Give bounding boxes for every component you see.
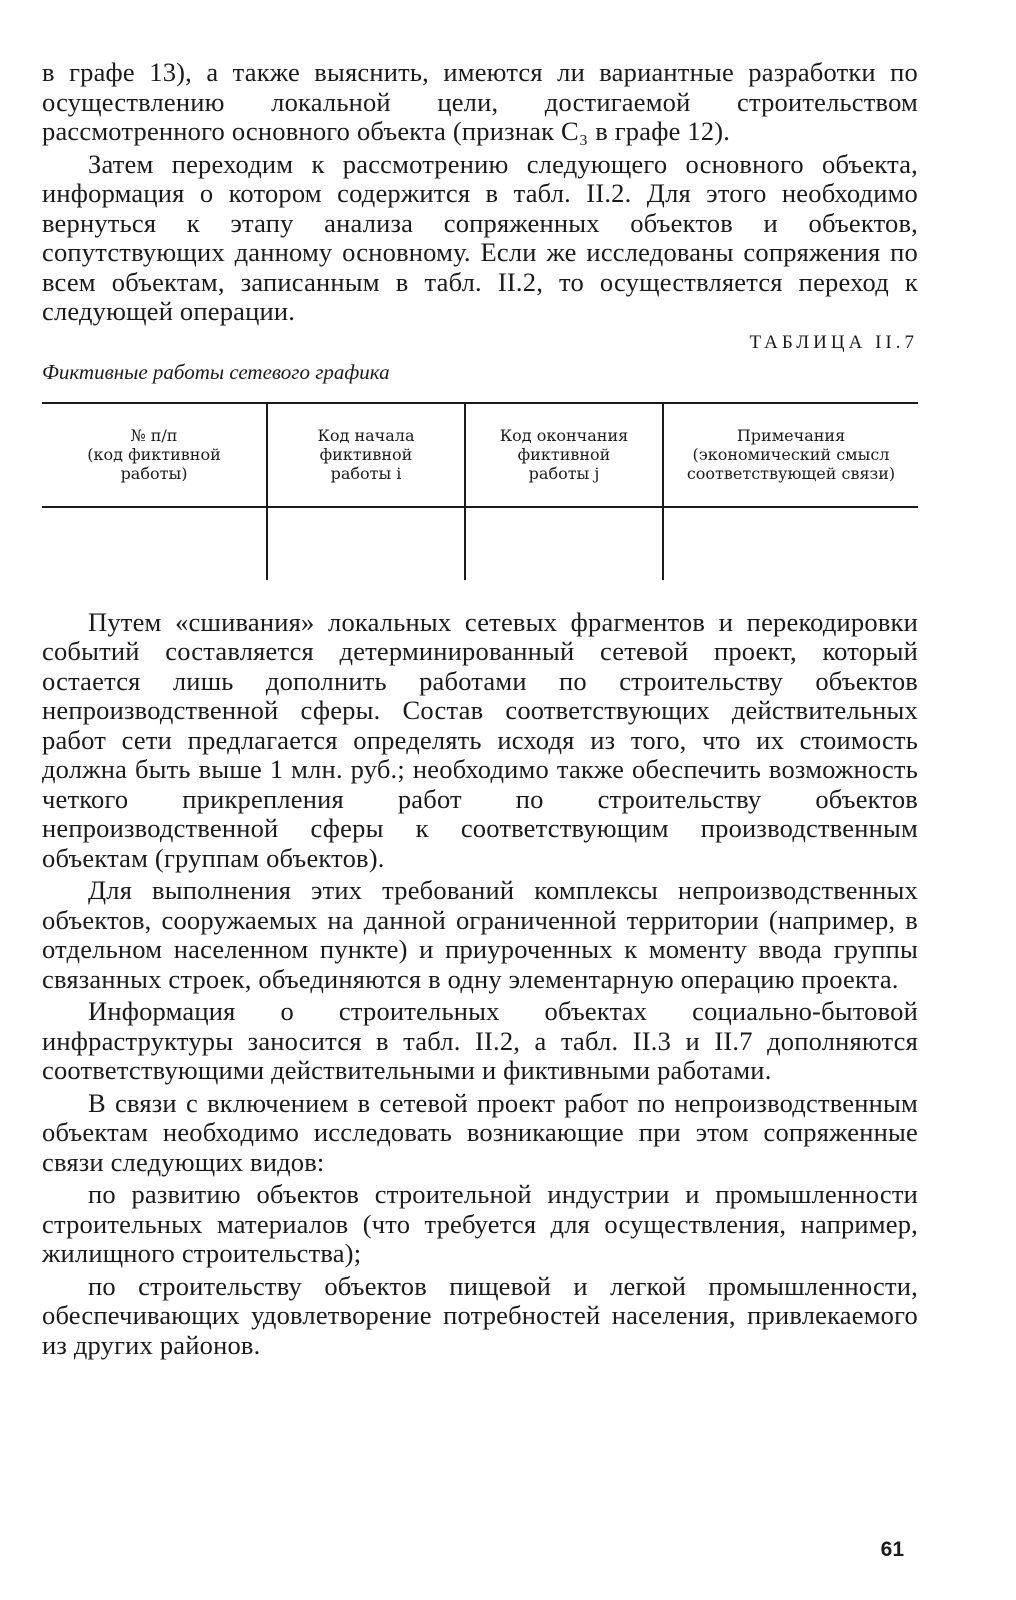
header-start-line-1: Код начала [317,426,415,445]
paragraph-4: Для выполнения этих требований комплексы непроизводственных объектов, сооружаемых на данной ограниченной территории (например, в отдельном населенном пункте) и приуроченных к моменту ввода группы связанных строек, объединяются в одну элементарную операцию проекта. [42,875,918,994]
header-number [42,403,267,507]
header-end-line-1: Код окончания [499,426,629,445]
paragraph-6: В связи с включением в сетевой проект работ по непроизводственным объектам необходимо исследовать возникающие при этом сопряженные связи следующих видов: [42,1087,918,1177]
header-start-line-3: работы i [330,464,402,483]
header-end-line-2: фиктивной [517,445,611,464]
header-number-line-1: № п/п [130,426,178,445]
paragraph-5: Информация о строительных объектах социально-бытовой инфраструктуры заносится в табл. II.2, а табл. II.3 и II.7 дополняются соответствующими действительными и фиктивными работами. [42,996,918,1085]
table-header-row [42,403,918,507]
paragraph-8: по строительству объектов пищевой и легкой промышленности, обеспечивающих удовлетворение потребностей населения, привлекаемого из других районов. [42,1270,918,1360]
header-start-line-2: фиктивной [319,445,413,464]
paragraph-2: Затем переходим к рассмотрению следующего основного объекта, информация о котором содержится в табл. II.2. Для этого необходимо вернуться к этапу анализа сопряженных объектов и объектов, сопутствующих данному основному. Если же исследованы сопряжения по всем объектам, записанным в табл. II.2, то осуществляется переход к следующей операции. [42,148,918,326]
header-end-code [465,403,663,507]
header-notes-line-3: соответствующей связи) [686,464,896,483]
table-cell-start [267,507,465,580]
page-number: 61 [880,1538,904,1561]
table-cell-notes [663,507,918,580]
table-empty-row [42,507,918,580]
paragraph-1: в графе 13), а также выяснить, имеются ли вариантные разработки по осуществлению локальной цели, достигаемой строительством рассмотренного основного объекта (признак C₃ в графе 12). [42,57,918,146]
table-label: ТАБЛИЦА II.7 [749,331,918,353]
header-number-line-2: (код фиктивной [87,445,221,464]
header-start-code [267,403,465,507]
page-body [42,58,918,1363]
paragraph-7: по развитию объектов строительной индустрии и промышленности строительных материалов (что требуется для осуществления, например, жилищного строительства); [42,1179,918,1268]
paragraph-3: Путем «сшивания» локальных сетевых фрагментов и перекодировки событий составляется детерминированный сетевой проект, который остается лишь дополнить работами по строительству объектов непроизводственной сферы. Состав соответствующих действительных работ сети предлагается определять исходя из того, что их стоимость должна быть выше 1 млн. руб.; необходимо также обеспечить возможность четкого прикрепления работ по строительству объектов непроизводственной сферы к соответствующим производственным объектам (группам объектов). [42,606,918,873]
header-notes [663,403,918,507]
header-end-line-3: работы j [528,464,600,483]
table-cell-number [42,507,267,580]
table-title: Фиктивные работы сетевого графика [42,359,390,384]
table-cell-end [465,507,663,580]
header-notes-line-1: Примечания [736,426,846,445]
header-notes-line-2: (экономический смысл [692,445,890,464]
fictive-works-table [42,402,918,580]
header-number-line-3: работы) [120,464,188,483]
